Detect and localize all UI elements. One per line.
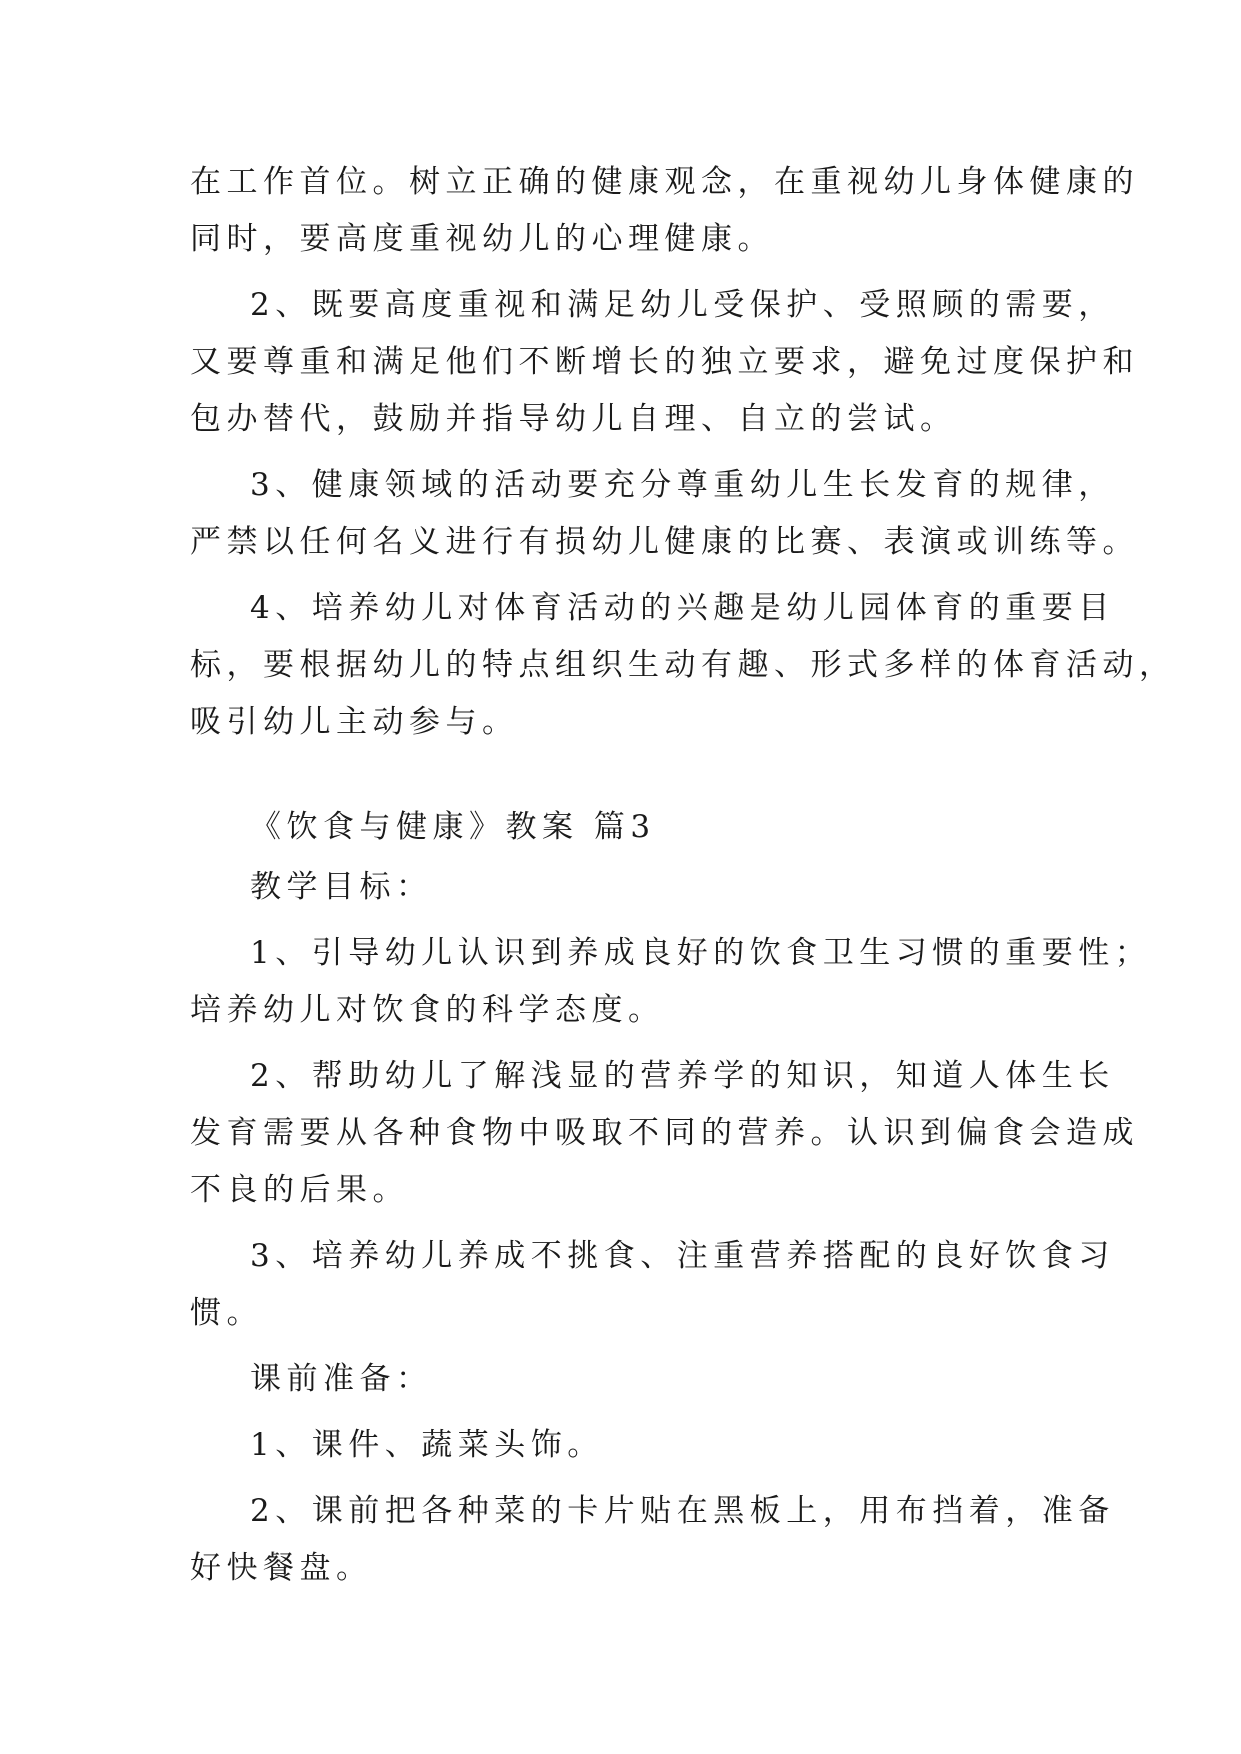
- text-line: 发育需要从各种食物中吸取不同的营养。认识到偏食会造成: [190, 1115, 1139, 1151]
- text-line: 培养幼儿对饮食的科学态度。: [190, 992, 665, 1028]
- text-line: 在工作首位。树立正确的健康观念，在重视幼儿身体健康的: [190, 164, 1139, 200]
- section-heading: 《饮食与健康》教案 篇3: [250, 809, 656, 845]
- subheading: 课前准备：: [250, 1361, 433, 1397]
- text-line: 同时，要高度重视幼儿的心理健康。: [190, 221, 774, 257]
- text-line: 3、培养幼儿养成不挑食、注重营养搭配的良好饮食习: [250, 1238, 1115, 1274]
- text-line: 好快餐盘。: [190, 1550, 373, 1586]
- text-line: 惯。: [190, 1295, 263, 1331]
- text-line: 3、健康领域的活动要充分尊重幼儿生长发育的规律，: [250, 467, 1115, 503]
- text-line: 标，要根据幼儿的特点组织生动有趣、形式多样的体育活动，: [190, 647, 1176, 683]
- text-line: 吸引幼儿主动参与。: [190, 704, 519, 740]
- text-line: 不良的后果。: [190, 1172, 409, 1208]
- text-line: 1、课件、蔬菜头饰。: [250, 1427, 604, 1463]
- text-line: 4、培养幼儿对体育活动的兴趣是幼儿园体育的重要目: [250, 590, 1115, 626]
- text-line: 严禁以任何名义进行有损幼儿健康的比赛、表演或训练等。: [190, 524, 1139, 560]
- subheading: 教学目标：: [250, 869, 433, 905]
- text-line: 2、课前把各种菜的卡片贴在黑板上，用布挡着，准备: [250, 1493, 1115, 1529]
- text-line: 2、帮助幼儿了解浅显的营养学的知识，知道人体生长: [250, 1058, 1115, 1094]
- text-line: 2、既要高度重视和满足幼儿受保护、受照顾的需要，: [250, 287, 1115, 323]
- text-line: 包办替代，鼓励并指导幼儿自理、自立的尝试。: [190, 401, 957, 437]
- text-line: 又要尊重和满足他们不断增长的独立要求，避免过度保护和: [190, 344, 1139, 380]
- text-line: 1、引导幼儿认识到养成良好的饮食卫生习惯的重要性；: [250, 935, 1152, 971]
